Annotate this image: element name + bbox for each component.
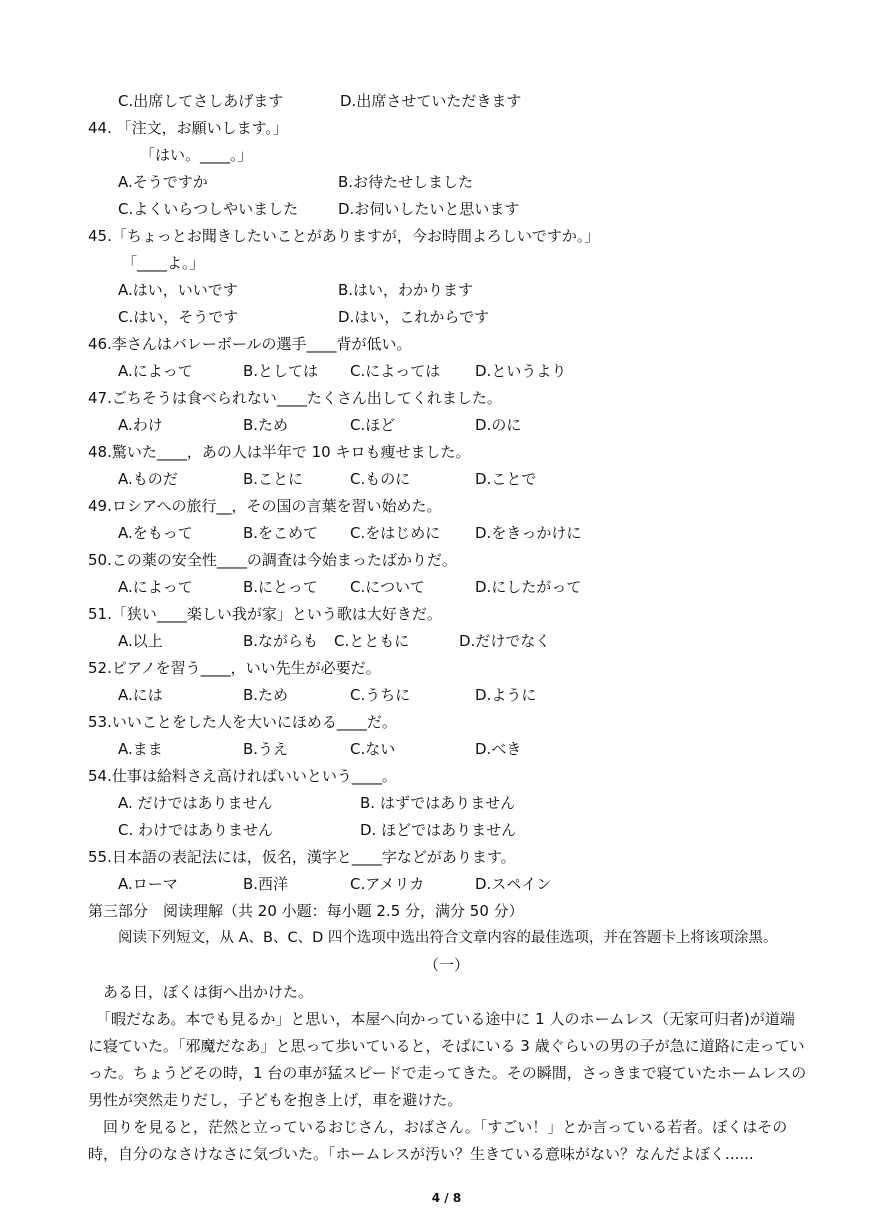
page-number: 4 / 8 (431, 1191, 462, 1205)
q48-option-d: D.ことで (475, 470, 537, 488)
q51-option-c: C.とともに (334, 632, 410, 650)
q47-option-d: D.のに (475, 416, 522, 434)
q46-option-b: B.としては (243, 362, 319, 380)
section3-instruction: 阅读下列短文，从 A、B、C、D 四个选项中选出符合文章内容的最佳选项，并在答题卡上将该项涂黑。 (118, 930, 778, 946)
q53-option-d: D.べき (475, 740, 522, 758)
q46-option-a: A.によって (118, 362, 193, 380)
passage-label: （一） (423, 956, 469, 974)
q45-option-a: A.はい，いいです (118, 281, 238, 299)
q55-option-d: D.スペイン (475, 875, 552, 893)
q44-stem: 44. 「注文，お願いします。」 (88, 119, 288, 137)
q54-option-c: C. わけではありません (118, 821, 274, 839)
q43-option-d: D.出席させていただきます (340, 92, 522, 110)
q45-option-c: C.はい，そうです (118, 308, 239, 326)
q55-stem: 55.日本語の表記法には，仮名，漢字と____字などがあります。 (88, 848, 516, 866)
q52-stem: 52.ピアノを習う____，いい先生が必要だ。 (88, 659, 381, 677)
q54-option-d: D. ほどではありません (360, 821, 517, 839)
q54-option-b: B. はずではありません (360, 794, 516, 812)
q50-option-b: B.にとって (243, 578, 318, 596)
q53-stem: 53.いいことをした人を大いにほめる____だ。 (88, 713, 397, 731)
q45-option-d: D.はい，これからです (338, 308, 490, 326)
q43-option-c: C.出席してさしあげます (118, 92, 284, 110)
q49-stem: 49.ロシアへの旅行__，その国の言葉を習い始めた。 (88, 497, 442, 515)
q47-option-a: A.わけ (118, 416, 163, 434)
q53-option-a: A.まま (118, 740, 163, 758)
q44-option-d: D.お伺いしたいと思います (338, 200, 520, 218)
passage-paragraph-2: 「暇だなあ。本でも見るか」と思い，本屋へ向かっている途中に 1 人のホームレス（无家可归者)が道端に寝ていた。「邪魔だなあ」と思って歩いていると，そばにいる 3 歳ぐらいの男の子が急に道路に走っていった。ちょうどその時，1 台の車が猛スピードで走ってきた。その瞬間，さっきまで寝ていたホームレスの男性が突然走りだし，子どもを抱き上げ，車を避けた。 (88, 1010, 807, 1109)
q45-stem: 45.「ちょっとお聞きしたいことがありますが，今お時間よろしいですか。」 (88, 227, 600, 245)
q44-option-b: B.お待たせしました (338, 173, 474, 191)
q52-option-d: D.ように (475, 686, 537, 704)
q55-option-b: B.西洋 (243, 875, 289, 893)
q46-stem: 46.李さんはバレーボールの選手____背が低い。 (88, 335, 412, 353)
q50-stem: 50.この薬の安全性____の調査は今始まったばかりだ。 (88, 551, 457, 569)
q52-option-b: B.ため (243, 686, 289, 704)
q51-option-a: A.以上 (118, 632, 163, 650)
q44-reply: 「はい。____。」 (140, 146, 253, 164)
q51-stem: 51.「狭い____楽しい我が家」という歌は大好きだ。 (88, 605, 442, 623)
q54-option-a: A. だけではありません (118, 794, 273, 812)
q44-option-a: A.そうですか (118, 173, 208, 191)
q44-option-c: C.よくいらつしやいました (118, 200, 299, 218)
q46-option-c: C.によっては (350, 362, 441, 380)
q45-option-b: B.はい，わかります (338, 281, 474, 299)
q55-option-c: C.アメリカ (350, 875, 425, 893)
passage-paragraph-3: 回りを見ると，茫然と立っているおじさん，おばさん。「すごい！」とか言っている若者。ぼくはその時，自分のなさけなさに気づいた。「ホームレスが汚い？生きている意味がない？なんだよぼく...... (88, 1118, 788, 1163)
q49-option-c: C.をはじめに (350, 524, 441, 542)
q50-option-a: A.によって (118, 578, 193, 596)
q49-option-d: D.をきっかけに (475, 524, 582, 542)
q50-option-d: D.にしたがって (475, 578, 582, 596)
section3-heading: 第三部分 阅读理解（共 20 小题：每小题 2.5 分，满分 50 分） (88, 902, 524, 920)
q47-stem: 47.ごちそうは食べられない____たくさん出してくれました。 (88, 389, 502, 407)
q55-option-a: A.ローマ (118, 875, 178, 893)
q54-stem: 54.仕事は給料さえ高ければいいという____。 (88, 767, 397, 785)
q46-option-d: D.というより (475, 362, 567, 380)
q48-option-c: C.ものに (350, 470, 411, 488)
q52-option-a: A.には (118, 686, 163, 704)
q50-option-c: C.について (350, 578, 425, 596)
q49-option-a: A.をもって (118, 524, 193, 542)
q45-reply: 「____よ。」 (122, 254, 205, 272)
q49-option-b: B.をこめて (243, 524, 319, 542)
q47-option-b: B.ため (243, 416, 289, 434)
q53-option-b: B.うえ (243, 740, 289, 758)
q48-option-a: A.ものだ (118, 470, 178, 488)
q53-option-c: C.ない (350, 740, 396, 758)
q51-option-b: B.ながらも (243, 632, 319, 650)
q51-option-d: D.だけでなく (459, 632, 551, 650)
q52-option-c: C.うちに (350, 686, 411, 704)
q47-option-c: C.ほど (350, 416, 396, 434)
passage-paragraph-1: ある日，ぼくは街へ出かけた。 (103, 983, 314, 1001)
q48-stem: 48.驚いた____，あの人は半年で 10 キロも痩せました。 (88, 443, 471, 461)
q48-option-b: B.ことに (243, 470, 304, 488)
